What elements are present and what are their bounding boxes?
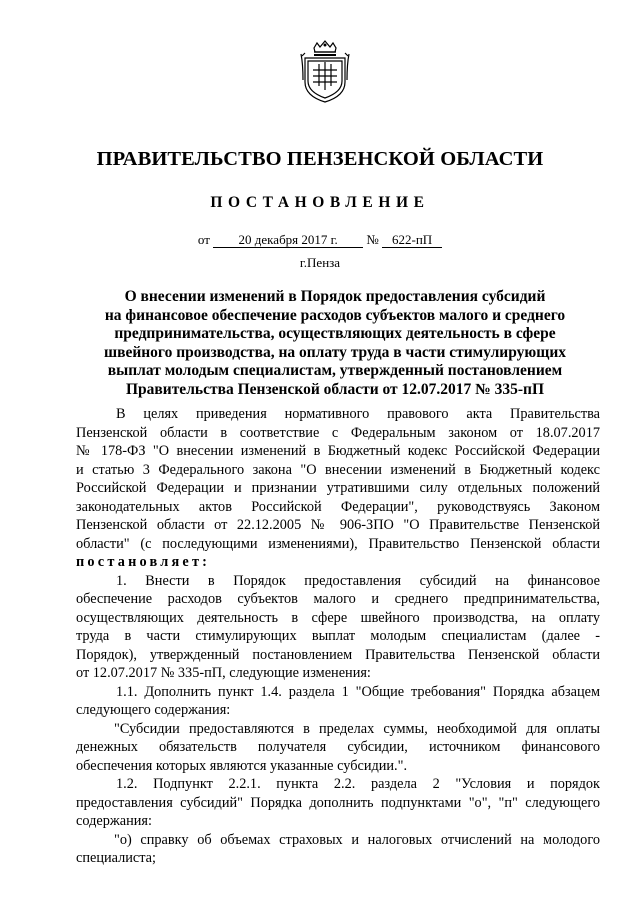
- text-line: Российской Федерации и признании утратившими силу отдельных положений: [76, 480, 600, 496]
- document-number: 622-пП: [382, 233, 442, 248]
- text-line: труда в части стимулирующих выплат молодым специалистам (далее -: [76, 628, 600, 644]
- document-city: г.Пенза: [299, 255, 341, 270]
- text-line: "Субсидии предоставляются в пределах суммы, необходимой для оплаты: [114, 720, 600, 737]
- government-title: ПРАВИТЕЛЬСТВО ПЕНЗЕНСКОЙ ОБЛАСТИ: [96, 148, 544, 170]
- text-line: Пензенской области от 22.12.2005 № 906-ЗПО "О Правительстве Пензенской: [76, 517, 600, 533]
- date-number-line: [0, 232, 640, 248]
- text-line: Порядок), утвержденный постановлением Правительства Пензенской области: [76, 646, 600, 663]
- text-line: следующего содержания:: [76, 702, 231, 718]
- heading-line: Правительства Пензенской области от 12.07.2017 № 335-пП: [125, 380, 545, 398]
- resolves-word: постановляет:: [76, 554, 211, 570]
- text-line: специалиста;: [76, 850, 156, 866]
- text-line: денежных обязательств получателя субсидии, источником финансового: [76, 739, 600, 755]
- document-heading: [60, 288, 610, 399]
- number-prefix: №: [366, 232, 379, 247]
- text-line: содержания:: [76, 813, 152, 829]
- text-line: 1.2. Подпункт 2.2.1. пункта 2.2. раздела 2 "Условия и порядок: [116, 776, 600, 792]
- document-type: ПОСТАНОВЛЕНИЕ: [210, 194, 430, 211]
- text-line: обеспечение расходов субъектов малого и среднего предпринимательства,: [76, 591, 600, 607]
- text-line: Пензенской области в соответствие с Федеральным законом от 18.07.2017: [76, 424, 600, 441]
- coat-of-arms-icon: [300, 40, 350, 106]
- quote-1-paragraph: [76, 720, 600, 776]
- text-line: области" (с последующими изменениями), Правительство Пензенской области: [76, 535, 600, 552]
- text-line: предоставления субсидий" Порядка дополнить подпунктами "о", "п" следующего: [76, 794, 600, 811]
- text-line: обеспечения которых являются указанные субсидии.".: [76, 757, 408, 774]
- text-line: и статью 3 Федерального закона "О внесении изменений в Бюджетный кодекс: [76, 461, 600, 478]
- text-line: 1. Внести в Порядок предоставления субсидий на финансовое: [116, 572, 600, 589]
- text-line: В целях приведения нормативного правового акта Правительства: [116, 406, 600, 422]
- text-line: от 12.07.2017 № 335-пП, следующие изменения:: [76, 665, 371, 681]
- item-1-1-paragraph: [76, 683, 600, 720]
- date-prefix: от: [197, 232, 210, 247]
- item-1-2-paragraph: [76, 775, 600, 831]
- heading-line: швейного производства, на оплату труда в части стимулирующих: [103, 343, 567, 361]
- heading-line: предпринимательства, осуществляющих деятельность в сфере: [114, 325, 556, 342]
- preamble-paragraph: [76, 405, 600, 572]
- quote-2-paragraph: [76, 831, 600, 868]
- text-line: "о) справку об объемах страховых и налоговых отчислений на молодого: [114, 831, 600, 848]
- text-line: осуществляющих деятельность в сфере швейного производства, на оплату: [76, 609, 600, 626]
- heading-line: О внесении изменений в Порядок предоставления субсидий: [124, 288, 546, 305]
- document-body: [76, 405, 600, 868]
- text-line: законодательных актов Российской Федерации", руководствуясь Законом: [76, 498, 600, 515]
- item-1-paragraph: [76, 572, 600, 683]
- heading-line: выплат молодым специалистам, утвержденный постановлением: [107, 362, 563, 379]
- document-date: 20 декабря 2017 г.: [213, 233, 363, 248]
- text-line: 1.1. Дополнить пункт 1.4. раздела 1 "Общие требования" Порядка абзацем: [116, 683, 600, 700]
- text-line: № 178-ФЗ "О внесении изменений в Бюджетный кодекс Российской Федерации: [76, 443, 600, 459]
- heading-line: на финансовое обеспечение расходов субъектов малого и среднего: [104, 306, 566, 324]
